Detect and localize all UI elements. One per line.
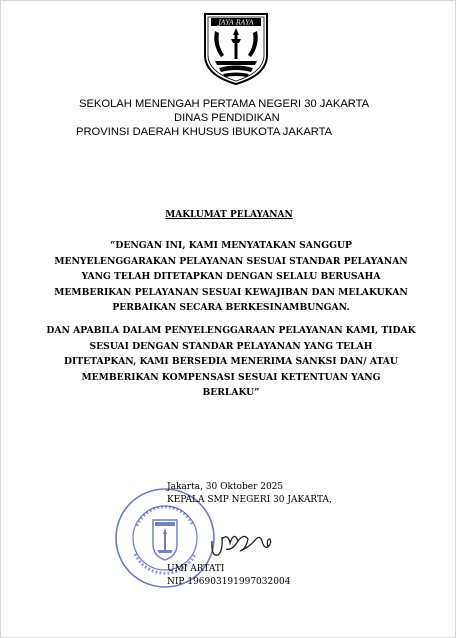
paragraph-line: YANG TELAH DITETAPKAN DENGAN SELALU BERUSAHA xyxy=(81,271,381,282)
document-title: MAKLUMAT PELAYANAN xyxy=(165,210,293,220)
paragraph-line: PERBAIKAN SECARA BERKESINAMBUNGAN. xyxy=(112,302,350,313)
paragraph-line: “DENGAN INI, KAMI MENYATAKAN SANGGUP xyxy=(110,240,352,251)
school-name: SEKOLAH MENENGAH PERTAMA NEGERI 30 JAKARTA xyxy=(79,98,370,110)
paragraph-line: MEMBERIKAN PELAYANAN SESUAI KEWAJIBAN DAN MELAKUKAN xyxy=(54,286,408,298)
paragraph-line: BERLAKU” xyxy=(202,387,260,398)
paragraph-line: DAN APABILA DALAM PENYELENGGARAAN PELAYANAN KAMI, TIDAK xyxy=(46,325,416,336)
paragraph-line: DITETAPKAN, KAMI BERSEDIA MENERIMA SANKSI DAN/ ATAU xyxy=(64,356,398,367)
paragraph-line: MENYELENGGARAKAN PELAYANAN SESUAI STANDAR PELAYANAN xyxy=(54,255,408,267)
paragraph-line: MEMBERIKAN KOMPENSASI SESUAI KETENTUAN YANG xyxy=(81,371,381,383)
signing-place-date: Jakarta, 30 Oktober 2025 xyxy=(167,482,284,492)
department-name: DINAS PENDIDIKAN xyxy=(174,112,280,124)
sanction-paragraph xyxy=(31,323,431,401)
jaya-raya-emblem xyxy=(201,11,271,87)
signatory-position: KEPALA SMP NEGERI 30 JAKARTA, xyxy=(167,495,332,505)
province-name: PROVINSI DAERAH KHUSUS IBUKOTA JAKARTA xyxy=(76,126,333,138)
paragraph-line: SESUAI DENGAN STANDAR PELAYANAN YANG TELAH xyxy=(89,340,373,352)
commitment-paragraph xyxy=(31,238,431,316)
signatory-name: UMI ARTATI xyxy=(167,564,225,574)
signatory-nip: NIP 196903191997032004 xyxy=(167,577,291,587)
handwritten-signature xyxy=(208,527,278,567)
emblem-text: JAYA RAYA xyxy=(218,18,254,27)
